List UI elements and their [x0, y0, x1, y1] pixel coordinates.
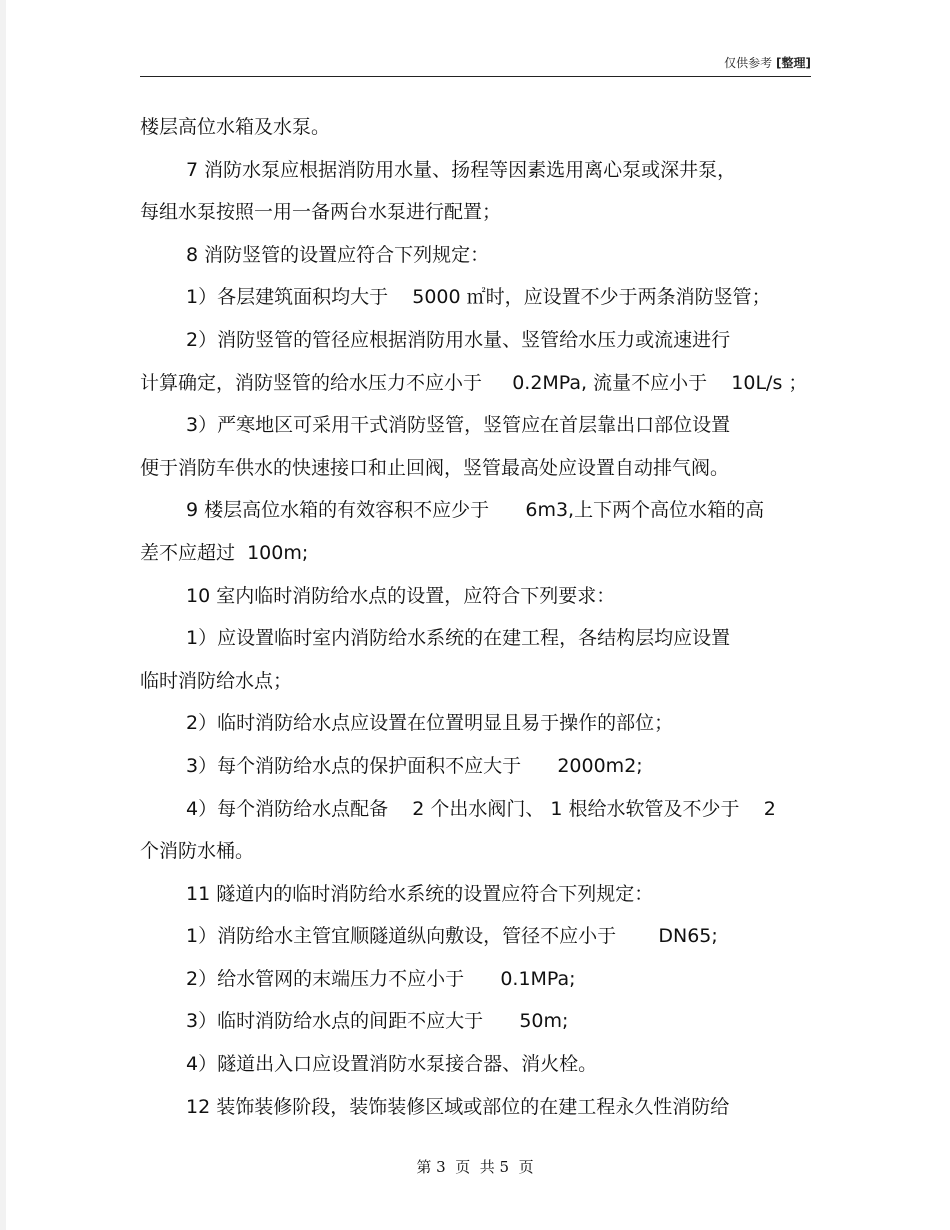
- header-tag: [整理]: [776, 56, 811, 70]
- text-line: 2）消防竖管的管径应根据消防用水量、竖管给水压力或流速进行: [186, 328, 731, 351]
- text-line: 计算确定，消防竖管的给水压力不应小于 0.2MPa, 流量不应小于 10L/s ；: [140, 371, 808, 394]
- text-line: 1）应设置临时室内消防给水系统的在建工程，各结构层均应设置: [186, 627, 731, 650]
- text-line: 3）每个消防给水点的保护面积不应大于 2000m2;: [186, 754, 643, 777]
- text-line: 11 隧道内的临时消防给水系统的设置应符合下列规定：: [186, 882, 654, 905]
- text-line: 3）临时消防给水点的间距不应大于 50m;: [186, 1010, 569, 1033]
- text-line: 4）每个消防给水点配备 2 个出水阀门、 1 根给水软管及不少于 2: [186, 797, 776, 820]
- text-line: 每组水泵按照一用一备两台水泵进行配置；: [140, 201, 502, 224]
- text-line: 12 装饰装修阶段，装饰装修区域或部位的在建工程永久性消防给: [186, 1095, 730, 1118]
- text-line: 个消防水桶。: [140, 840, 255, 863]
- text-line: 10 室内临时消防给水点的设置，应符合下列要求：: [186, 584, 616, 607]
- page-footer: 第 3 页 共 5 页: [416, 1158, 534, 1176]
- text-line: 3）严寒地区可采用干式消防竖管，竖管应在首层靠出口部位设置: [186, 414, 731, 437]
- text-line: 便于消防车供水的快速接口和止回阀，竖管最高处应设置自动排气阀。: [140, 456, 730, 479]
- text-line: 楼层高位水箱及水泵。: [140, 116, 331, 138]
- text-line: 2）临时消防给水点应设置在位置明显且易于操作的部位；: [186, 712, 674, 735]
- text-line: 4）隧道出入口应设置消防水泵接合器、消火栓。: [186, 1053, 598, 1076]
- header-note: 仅供参考: [724, 56, 773, 70]
- text-line: 2）给水管网的末端压力不应小于 0.1MPa;: [186, 967, 576, 990]
- text-line: 1）消防给水主管宜顺隧道纵向敷设，管径不应小于 DN65;: [186, 925, 718, 948]
- text-line: 差不应超过 100m;: [140, 541, 309, 564]
- text-line: 8 消防竖管的设置应符合下列规定：: [186, 243, 490, 266]
- page-header: [140, 56, 811, 77]
- text-line: 临时消防给水点；: [140, 669, 293, 692]
- document-body: [140, 112, 820, 1134]
- text-line: 9 楼层高位水箱的有效容积不应少于 6m3,上下两个高位水箱的高: [186, 499, 765, 522]
- text-line: 7 消防水泵应根据消防用水量、扬程等因素选用离心泵或深井泵，: [186, 158, 737, 181]
- text-line: 1）各层建筑面积均大于 5000 ㎡时，应设置不少于两条消防竖管；: [186, 286, 771, 309]
